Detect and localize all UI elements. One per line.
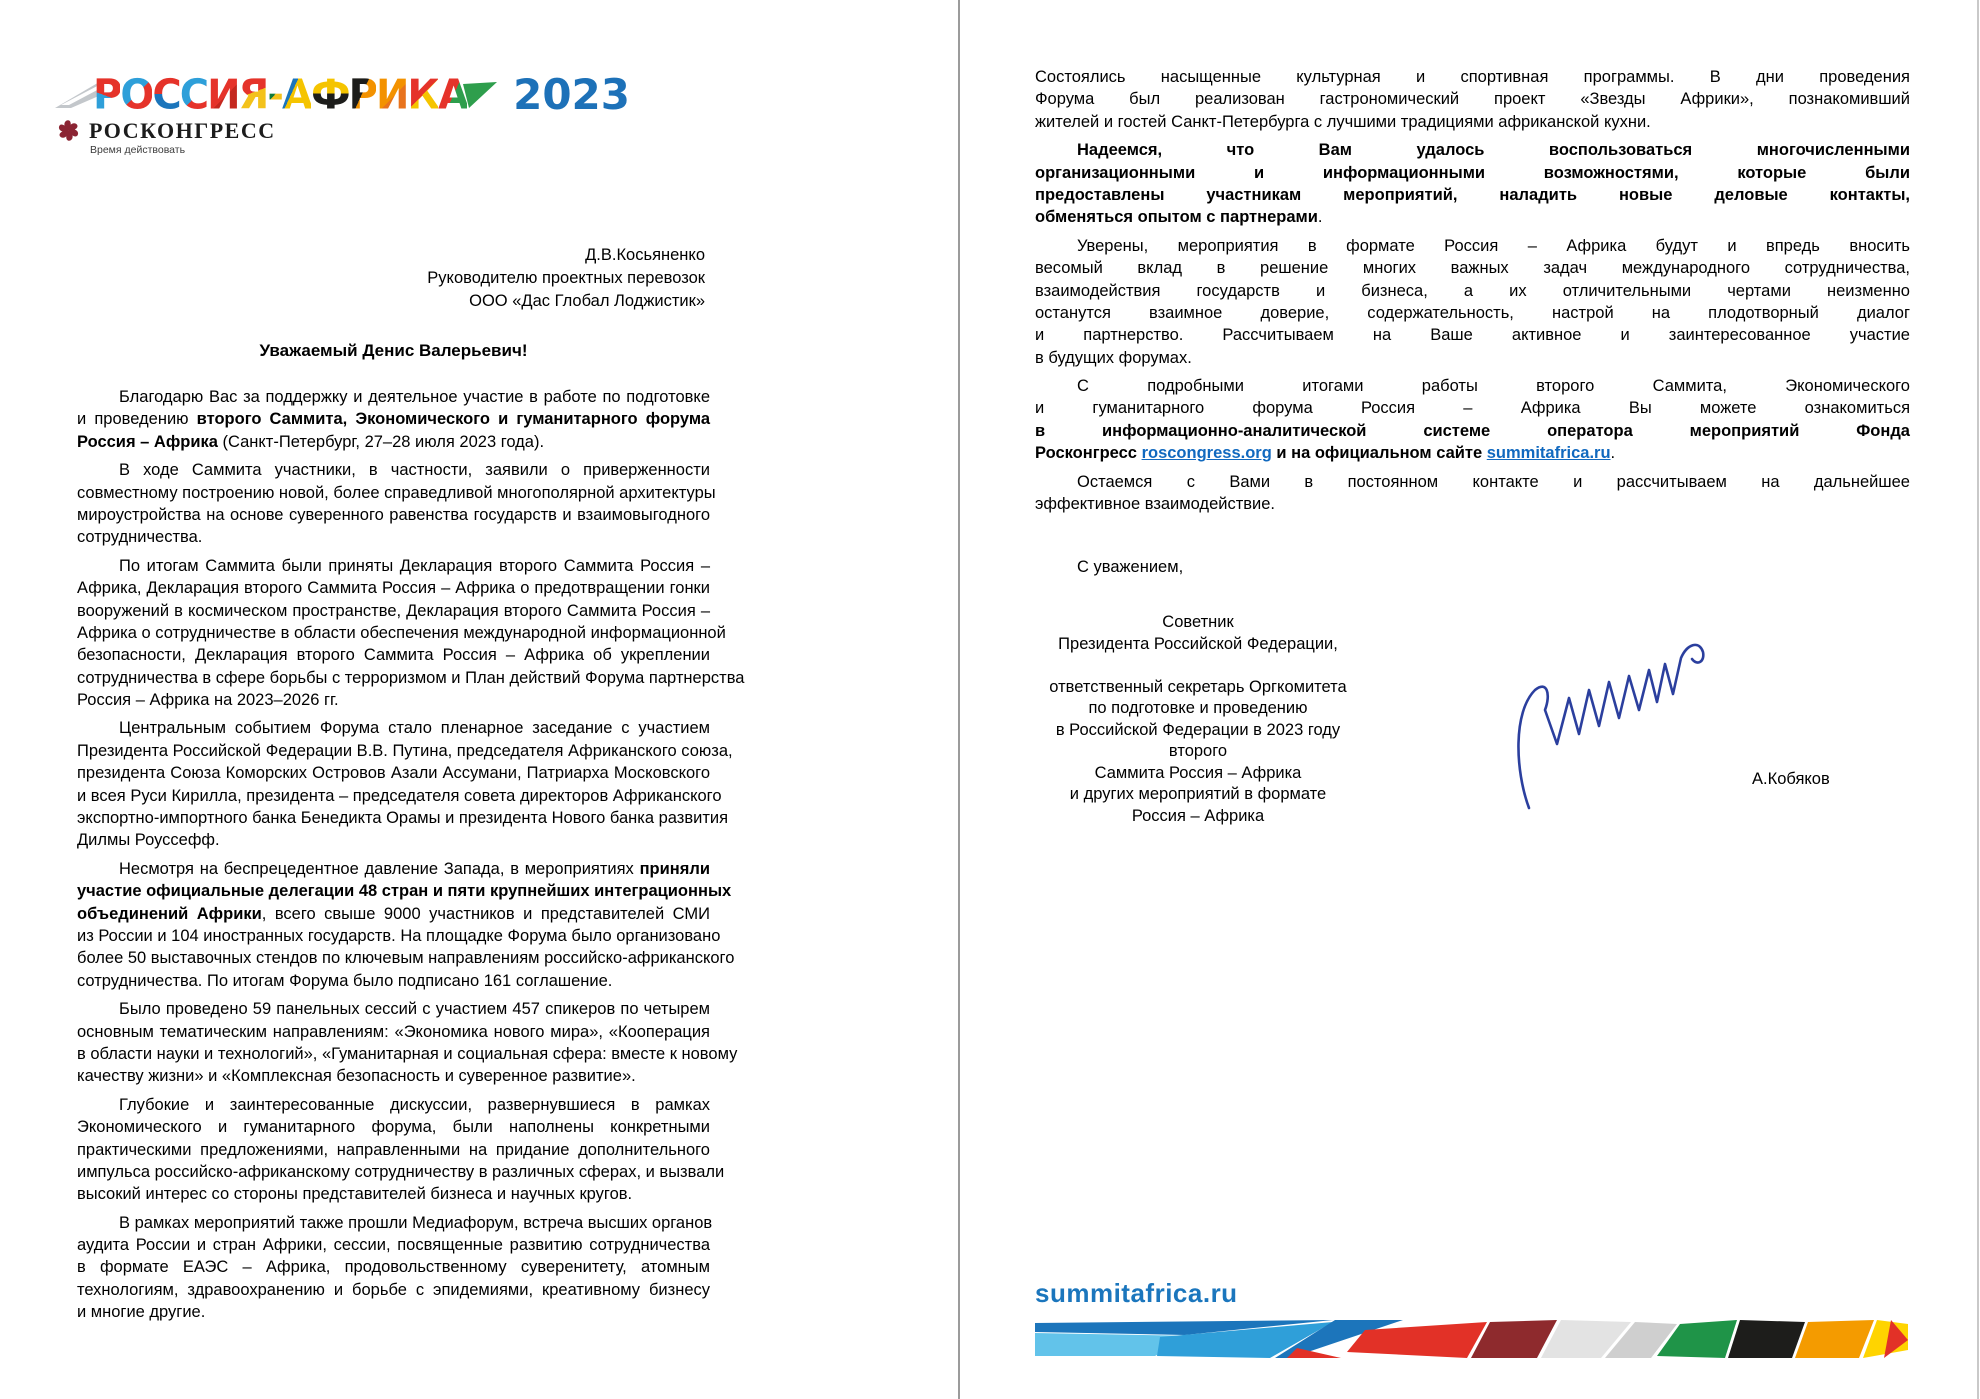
text-run: (Санкт-Петербург, 27–28 июля 2023 года). xyxy=(217,432,545,451)
text-line xyxy=(77,947,735,969)
text-line xyxy=(77,829,710,851)
text-run: Несмотря на беспрецедентное давление Запада, в мероприятиях xyxy=(119,859,640,878)
text-run: в области науки и технологий», «Гуманитарная и социальная сфера: вместе к новому xyxy=(77,1044,738,1063)
text-run: и всея Руси Кирилла, президента – председателя совета директоров Африканского xyxy=(77,786,722,805)
text-run: взаимодействия государств и бизнеса, а их отличительными чертами неизменно xyxy=(1035,281,1910,300)
logo-green-triangle-icon xyxy=(463,82,497,108)
inline-link[interactable]: summitafrica.ru xyxy=(1486,444,1611,463)
text-line xyxy=(77,622,726,644)
text-line xyxy=(77,740,733,762)
roscongress-logo xyxy=(55,117,276,144)
logo-letter: И xyxy=(375,71,408,119)
text-line xyxy=(77,785,722,807)
text-line xyxy=(77,1021,710,1043)
text-run: организационными и информационными возможностями, которые были xyxy=(1035,163,1910,182)
text-line: ответственный секретарь Оргкомитета xyxy=(1049,677,1347,696)
text-run: Надеемся, что Вам удалось воспользоваться многочисленными xyxy=(1077,141,1910,160)
text-line xyxy=(1035,257,1910,279)
text-run: Состоялись насыщенные культурная и спортивная программы. В дни проведения xyxy=(1035,68,1910,86)
text-line xyxy=(77,1279,710,1301)
text-run: По итогам Саммита были приняты Декларация второго Саммита Россия – xyxy=(119,556,710,575)
logo-letter: Р xyxy=(348,71,376,119)
text-line xyxy=(77,1116,710,1138)
text-line xyxy=(77,970,710,992)
text-line xyxy=(1035,397,1910,419)
text-run: аудита России и стран Африки, сессии, посвященные развитию сотрудничества xyxy=(77,1236,710,1255)
logo-year: 2023 xyxy=(513,70,630,119)
paragraph xyxy=(77,858,735,992)
text-run: Россия – Африка на 2023–2026 гг. xyxy=(77,691,339,710)
text-line xyxy=(1035,442,1910,464)
text-run: предоставлены участникам мероприятий, наладить новые деловые контакты, xyxy=(1035,185,1910,204)
footer-site-link[interactable]: summitafrica.ru xyxy=(1035,1278,1238,1308)
text-run: более 50 выставочных стендов по ключевым направлениям российско-африканского xyxy=(77,949,735,968)
logo-letter: С xyxy=(152,71,180,119)
text-line xyxy=(77,1301,710,1323)
text-run: из России и 104 иностранных государств. На площадке Форума было организовано xyxy=(77,926,721,945)
text-line xyxy=(77,880,732,902)
scan-right-edge xyxy=(1977,0,1979,1399)
paragraph xyxy=(77,717,733,851)
text-run: и проведению xyxy=(77,410,197,429)
text-line xyxy=(77,998,710,1020)
text-run: качеству жизни» и «Комплексная безопасность и суверенное развитие». xyxy=(77,1067,636,1086)
text-run: безопасности, Декларация второго Саммита Россия – Африка об укреплении xyxy=(77,646,710,665)
text-run: Благодарю Вас за поддержку и деятельное участие в работе по подготовке xyxy=(119,388,710,406)
text-run: . xyxy=(1317,208,1323,227)
text-run: высокий интерес со стороны представителей бизнеса и научных кругов. xyxy=(77,1185,633,1204)
text-line xyxy=(77,459,710,481)
text-line: Д.В.Косьяненко xyxy=(585,246,705,264)
text-run: мироустройства на основе суверенного равенства государств и взаимовыгодного xyxy=(77,505,710,524)
page-divider xyxy=(958,0,960,1399)
text-line: Президента Российской Федерации, xyxy=(1058,634,1338,653)
text-line xyxy=(77,762,710,784)
text-line xyxy=(77,526,710,548)
logo-letter: А xyxy=(281,71,311,119)
text-line xyxy=(77,1234,710,1256)
text-run: сотрудничества. xyxy=(77,528,203,547)
text-line: в Российской Федерации в 2023 году второго xyxy=(1055,720,1341,760)
closing-line: С уважением, xyxy=(1077,558,1184,576)
text-run: президента Союза Коморских Островов Азали Ассумани, Патриарха Московского xyxy=(77,764,710,783)
text-line xyxy=(77,667,745,689)
text-run: Африка, Декларация второго Саммита Россия – Африка о предотвращении гонки xyxy=(77,579,710,598)
text-line: Руководителю проектных перевозок xyxy=(427,269,705,287)
text-line xyxy=(77,1094,710,1116)
text-run: в будущих форумах. xyxy=(1035,348,1192,367)
text-line xyxy=(77,1043,738,1065)
inline-link[interactable]: roscongress.org xyxy=(1141,444,1272,463)
text-line xyxy=(1035,184,1910,206)
text-line xyxy=(77,1212,713,1234)
text-line xyxy=(1035,324,1910,346)
text-run: основным тематическим направлениям: «Экономика нового мира», «Кооперация xyxy=(77,1022,710,1041)
text-run: Остаемся с Вами в постоянном контакте и рассчитываем на дальнейшее xyxy=(1077,472,1910,491)
text-line xyxy=(1035,162,1910,184)
salutation: Уважаемый Денис Валерьевич! xyxy=(259,341,528,360)
text-run: эффективное взаимодействие. xyxy=(1035,495,1276,514)
text-run: жителей и гостей Санкт-Петербурга с лучшими традициями африканской кухни. xyxy=(1035,112,1651,131)
text-line xyxy=(77,807,729,829)
text-line xyxy=(1035,235,1910,257)
text-line xyxy=(77,925,721,947)
text-run: сотрудничества в сфере борьбы с терроризмом и План действий Форума партнерства xyxy=(77,668,745,687)
text-line xyxy=(1035,493,1910,515)
text-run: Россия – Африка xyxy=(77,432,218,451)
paragraph xyxy=(1035,471,1910,516)
text-run: останутся взаимное доверие, содержательность, настрой на плодотворный диалог xyxy=(1035,303,1910,322)
text-line xyxy=(77,482,716,504)
text-line xyxy=(1035,347,1910,369)
text-run: импульса российско-африканскому сотрудничеству в различных сферах, и вызвали xyxy=(77,1162,725,1181)
text-line: и других мероприятий в формате xyxy=(1069,785,1327,803)
text-run: В рамках мероприятий также прошли Медиафорум, встреча высших органов xyxy=(119,1213,713,1232)
text-line xyxy=(77,504,710,526)
text-run: обменяться опытом с партнерами xyxy=(1035,208,1318,227)
text-line xyxy=(1035,111,1910,133)
text-run: Президента Российской Федерации В.В. Путина, председателя Африканского союза, xyxy=(77,741,733,760)
logo-letter: Ф xyxy=(310,71,349,119)
text-line xyxy=(77,1256,710,1278)
text-line xyxy=(77,386,710,408)
paragraph xyxy=(1035,235,1910,369)
text-line xyxy=(1035,280,1910,302)
roscongress-wordmark: РОСКОНГРЕСС xyxy=(89,117,276,143)
text-line xyxy=(77,1065,710,1087)
text-run: Экономического и гуманитарного форума, были наполнены конкретными xyxy=(77,1118,710,1137)
roscongress-pinwheel-icon xyxy=(55,117,82,144)
text-line xyxy=(77,431,710,453)
paragraph xyxy=(1035,375,1910,465)
text-line: по подготовке и проведению xyxy=(1088,699,1308,717)
text-run: весомый вклад в решение многих важных задач международного сотрудничества, xyxy=(1035,259,1910,278)
text-line xyxy=(77,600,710,622)
text-run: Дилмы Роуссефф. xyxy=(77,831,220,850)
text-run: . xyxy=(1610,444,1616,463)
text-run: второго Саммита, Экономического и гуманитарного форума xyxy=(196,410,711,429)
text-line xyxy=(1035,139,1910,161)
text-run: , всего свыше 9000 участников и представителей СМИ xyxy=(261,904,710,923)
logo-letter: А xyxy=(438,71,468,119)
letter-body-left xyxy=(77,386,745,1330)
paragraph xyxy=(77,998,738,1088)
letter-body-right xyxy=(1035,66,1910,521)
text-run: сотрудничества. По итогам Форума было подписано 161 соглашение. xyxy=(77,971,613,990)
text-line xyxy=(1035,420,1910,442)
text-run: и партнерство. Рассчитываем на Ваше активное и заинтересованное участие xyxy=(1035,326,1910,345)
text-line xyxy=(77,717,710,739)
text-run: Форума был реализован гастрономический проект «Звезды Африки», познакомивший xyxy=(1035,90,1910,109)
text-line xyxy=(77,1183,710,1205)
logo-letter: О xyxy=(120,71,153,119)
text-run: Центральным событием Форума стало пленарное заседание с участием xyxy=(119,719,710,738)
handwritten-signature xyxy=(1505,622,1730,812)
text-run: Уверены, мероприятия в формате Россия – Африка будут и впредь вносить xyxy=(1077,236,1910,255)
text-line xyxy=(77,644,710,666)
paragraph xyxy=(77,459,716,549)
text-run: в информационно-аналитической системе оператора мероприятий Фонда xyxy=(1035,421,1910,440)
text-line xyxy=(1035,88,1910,110)
paragraph xyxy=(77,386,710,453)
text-run: Глубокие и заинтересованные дискуссии, развернувшиеся в рамках xyxy=(119,1095,710,1114)
text-line xyxy=(1035,302,1910,324)
text-line: Советник xyxy=(1162,613,1234,631)
recipient-block xyxy=(300,244,705,313)
text-line xyxy=(77,1161,725,1183)
text-line xyxy=(77,555,710,577)
signature-title-block xyxy=(1033,612,1363,827)
text-line: Россия – Африка xyxy=(1131,806,1265,825)
logo-letter: Я xyxy=(238,71,268,119)
text-line xyxy=(1033,655,1363,677)
paragraph xyxy=(77,1094,725,1206)
logo-letter: И xyxy=(207,71,239,119)
text-line xyxy=(1035,206,1910,228)
text-line xyxy=(77,858,710,880)
logo-wordmark xyxy=(93,71,468,119)
logo-letter: С xyxy=(179,71,208,119)
text-line xyxy=(77,577,710,599)
logo-letter: Р xyxy=(93,71,121,119)
text-run: Африка о сотрудничестве в области обеспечения международной информационной xyxy=(77,623,726,642)
text-run: и гуманитарного форума Россия – Африка Вы можете ознакомиться xyxy=(1035,399,1910,418)
text-run: В ходе Саммита участники, в частности, заявили о приверженности xyxy=(119,461,710,480)
text-run: объединений Африки xyxy=(77,904,262,923)
text-line: ООО «Дас Глобал Лоджистик» xyxy=(469,292,705,310)
text-run: в формате ЕАЭС – Африка, продовольственному суверенитету, атомным xyxy=(77,1258,710,1277)
text-run: приняли xyxy=(639,859,710,878)
text-run: участие официальные делегации 48 стран и пяти крупнейших интеграционных xyxy=(77,882,732,901)
text-run: С подробными итогами работы второго Саммита, Экономического xyxy=(1077,377,1910,396)
text-line xyxy=(77,408,710,430)
paragraph xyxy=(77,555,745,712)
text-run: и многие другие. xyxy=(77,1303,206,1322)
text-run: экспортно-импортного банка Бенедикта Орамы и президента Нового банка развития xyxy=(77,809,729,828)
text-run: практическими предложениями, направленными на придание дополнительного xyxy=(77,1140,710,1159)
roscongress-tagline: Время действовать xyxy=(90,144,186,156)
russia-africa-logo xyxy=(55,70,630,119)
text-run: Было проведено 59 панельных сессий с участием 457 спикеров по четырем xyxy=(119,1000,710,1019)
signer-name: А.Кобяков xyxy=(1752,770,1830,788)
text-line xyxy=(77,1139,710,1161)
paragraph xyxy=(77,1212,713,1324)
text-run: технологиям, здравоохранению и борьбе с эпидемиями, креативному бизнесу xyxy=(77,1280,710,1299)
text-line xyxy=(77,903,710,925)
text-line xyxy=(1035,66,1910,88)
text-line: Саммита Россия – Африка xyxy=(1094,763,1302,782)
footer-color-stripe xyxy=(1035,1320,1908,1358)
text-line xyxy=(1035,375,1910,397)
text-run: Росконгресс xyxy=(1035,444,1142,463)
text-run: совместному построению новой, более справедливой многополярной архитектуры xyxy=(77,483,716,502)
text-run: и на официальном сайте xyxy=(1271,444,1487,463)
paragraph xyxy=(1035,66,1910,133)
paragraph xyxy=(1035,139,1910,229)
logo-letter: К xyxy=(407,71,439,119)
text-run: вооружений в космическом пространстве, Декларация второго Саммита Россия – xyxy=(77,601,710,620)
text-line xyxy=(1035,471,1910,493)
logo-letter: - xyxy=(267,71,282,119)
text-line xyxy=(77,689,710,711)
